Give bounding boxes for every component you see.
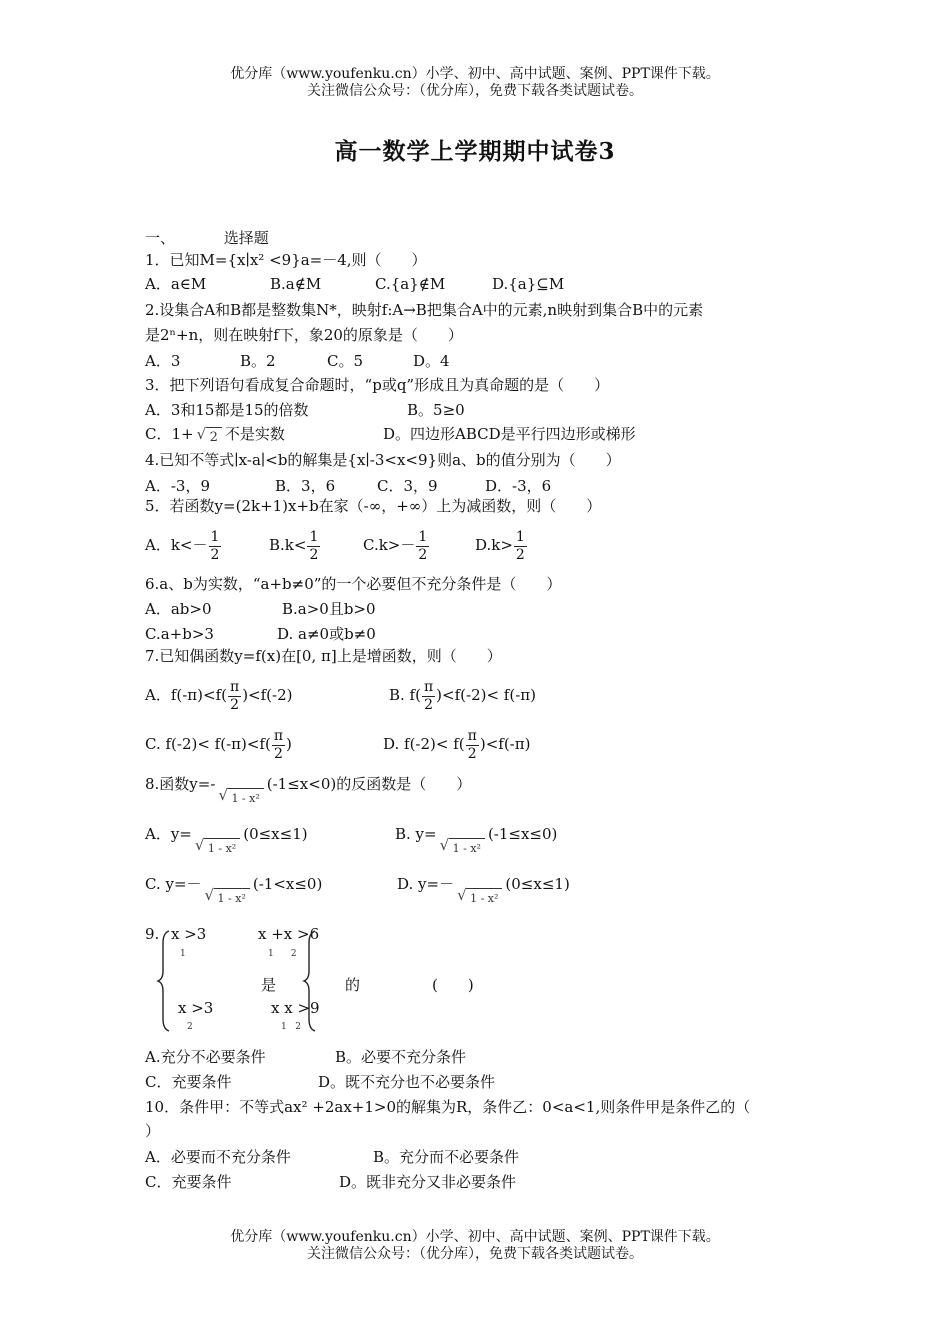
q3-option-d: D。四边形ABCD是平行四边形或梯形	[383, 425, 636, 443]
q5-options	[145, 525, 525, 565]
sqrt-symbol	[218, 788, 263, 809]
q5-option-d-label: D.k>	[475, 536, 513, 554]
q9-right-line-1: x +x >6	[258, 925, 320, 943]
q1-option-d: D.{a}⊆M	[492, 275, 565, 293]
q3-option-a: A．3和15都是15的倍数	[145, 401, 309, 419]
q7-option-d-suffix: )<f(-π)	[479, 735, 531, 753]
q3-options-row-2	[145, 424, 636, 448]
q10-option-d: D。既非充分又非必要条件	[339, 1173, 517, 1191]
q2-option-c: C。5	[327, 352, 364, 370]
q4-option-a: A．-3，9	[145, 477, 210, 495]
q5-option-d	[475, 525, 528, 565]
q8-option-a-prefix: A．y=	[145, 825, 192, 843]
q1-stem: 1．已知M={x∣x² <9}a=－4,则（ ）	[145, 251, 427, 269]
q4-option-b: B．3，6	[275, 477, 336, 495]
q2-stem-line-2: 是2ⁿ+n，则在映射f下，象20的原象是（ ）	[145, 326, 463, 344]
q2-option-b: B。2	[240, 352, 276, 370]
q9-left-line-2-subscript: 2	[187, 1022, 193, 1032]
q6-option-c: C.a+b>3	[145, 625, 214, 643]
q8-option-d-suffix: (0≤x≤1)	[505, 875, 570, 893]
footer-line-2: 关注微信公众号：（优分库），免费下载各类试题试卷。	[307, 1246, 643, 1262]
q2-option-a: A．3	[145, 352, 181, 370]
fraction	[209, 529, 222, 564]
q9-option-b: B。必要不充分条件	[335, 1048, 467, 1066]
q9-option-c: C．充要条件	[145, 1073, 232, 1091]
fraction-numerator: 1	[418, 528, 428, 545]
q10-options-row-1	[145, 1147, 520, 1167]
page-footer	[0, 1229, 950, 1263]
q2-option-d: D。4	[413, 352, 450, 370]
fraction-numerator: π	[423, 678, 434, 695]
q4-option-d: D．-3，6	[485, 477, 552, 495]
q7-option-d	[383, 724, 530, 764]
section-heading	[145, 228, 269, 248]
fraction-numerator: 1	[210, 528, 220, 545]
q5-option-a-label: A．k<－	[145, 536, 208, 554]
q8-option-b	[395, 824, 557, 859]
q7-option-b-prefix: B. f(	[389, 686, 421, 704]
sqrt-symbol	[197, 427, 222, 448]
footer-line-1: 优分库（www.youfenku.cn）小学、初中、高中试题、案例、PPT课件下载。	[230, 1229, 720, 1245]
q10-options-row-2	[145, 1172, 517, 1192]
q8-radicand: 1 - x²	[214, 888, 250, 909]
q4-stem: 4.已知不等式∣x-a∣<b的解集是{x∣-3<x<9}则a、b的值分别为（ ）	[145, 451, 621, 469]
q6-options-row-2	[145, 624, 376, 644]
q7-option-d-prefix: D. f(-2)< f(	[383, 735, 465, 753]
q5-option-a	[145, 528, 222, 563]
q8-option-b-suffix: (-1≤x≤0)	[487, 825, 558, 843]
sqrt-symbol	[440, 838, 485, 859]
q4-options	[145, 476, 552, 496]
q7-options-row-1	[145, 675, 536, 715]
page-title: 高一数学上学期期中试卷3	[334, 138, 616, 165]
fraction-denominator: 2	[230, 696, 240, 713]
q9-left-line-2: x >3	[178, 999, 214, 1017]
q8-options-row-1	[145, 824, 558, 859]
right-brace-icon	[301, 929, 319, 1033]
sqrt-symbol	[195, 838, 240, 859]
section-number: 一、	[145, 229, 176, 247]
q3-options-row-1	[145, 400, 465, 420]
fraction	[514, 529, 527, 564]
q1-option-b: B.a∉M	[270, 275, 322, 293]
fraction	[416, 529, 429, 564]
q9-shi: 是	[261, 976, 277, 994]
fraction-numerator: 1	[309, 528, 319, 545]
q5-option-b	[269, 525, 321, 565]
q6-options-row-1	[145, 599, 376, 619]
q8-option-d-prefix: D. y=－	[397, 875, 455, 893]
fraction	[228, 679, 241, 714]
header-line-2: 关注微信公众号：（优分库），免费下载各类试题试卷。	[307, 83, 643, 99]
q5-option-c	[363, 525, 430, 565]
q3-option-c	[145, 425, 285, 443]
q10-option-b: B。充分而不必要条件	[373, 1148, 520, 1166]
q9-right-line-1-subscript: 1 2	[268, 949, 297, 959]
q9-option-d: D。既不充分也不必要条件	[318, 1073, 496, 1091]
q5-option-b-label: B.k<	[269, 536, 307, 554]
sqrt-symbol	[205, 888, 250, 909]
q7-option-c	[145, 727, 292, 762]
q6-option-a: A．ab>0	[145, 600, 212, 618]
q10-stem-line-2: ）	[145, 1122, 161, 1140]
q10-option-a: A．必要而不充分条件	[145, 1148, 291, 1166]
q5-option-c-label: C.k>－	[363, 536, 416, 554]
q8-option-a-suffix: (0≤x≤1)	[243, 825, 308, 843]
section-name: 选择题	[223, 229, 269, 247]
q6-option-b: B.a>0且b>0	[282, 600, 376, 618]
header-line-1: 优分库（www.youfenku.cn）小学、初中、高中试题、案例、PPT课件下载。	[230, 66, 720, 82]
fraction	[307, 529, 320, 564]
q7-stem: 7.已知偶函数y=f(x)在[0, π]上是增函数，则（ ）	[145, 647, 502, 665]
q9-options-row-2	[145, 1072, 496, 1092]
fraction-numerator: π	[230, 678, 240, 695]
fraction	[272, 728, 285, 763]
fraction-numerator: π	[467, 727, 477, 744]
q7-option-c-prefix: C. f(-2)< f(-π)<f(	[145, 735, 271, 753]
q6-option-d: D. a≠0或b≠0	[277, 625, 376, 643]
q8-radicand: 1 - x²	[466, 888, 502, 909]
q9-de: 的	[345, 976, 361, 994]
left-brace-icon	[156, 929, 172, 1033]
q8-option-d	[397, 874, 570, 909]
q9-right-line-2-subscript: 1 2	[281, 1022, 302, 1032]
q9-right-line-2: x x >9	[271, 999, 320, 1017]
q8-option-b-prefix: B. y=	[395, 825, 437, 843]
fraction	[422, 679, 435, 714]
q8-option-c-prefix: C. y=－	[145, 875, 202, 893]
q9-options-row-1	[145, 1047, 467, 1067]
q3-stem: 3．把下列语句看成复合命题时，“p或q”形成且为真命题的是（ ）	[145, 376, 610, 394]
q7-option-b	[389, 675, 536, 715]
fraction-numerator: π	[273, 727, 284, 744]
q7-option-c-suffix: )	[286, 735, 292, 753]
fraction-denominator: 2	[424, 696, 434, 713]
fraction-denominator: 2	[273, 745, 283, 762]
q7-option-a-suffix: )<f(-2)	[242, 686, 293, 704]
q7-option-a-prefix: A．f(-π)<f(	[145, 686, 227, 704]
q3-option-c-prefix: C．1+	[145, 425, 194, 443]
q8-radicand: 1 - x²	[449, 838, 485, 859]
q8-stem-prefix: 8.函数y=-	[145, 775, 216, 793]
fraction-denominator: 2	[210, 546, 220, 563]
q4-option-c: C．3，9	[377, 477, 438, 495]
q1-options	[145, 274, 565, 294]
q9-option-a: A.充分不必要条件	[145, 1048, 266, 1066]
q7-options-row-2	[145, 724, 531, 764]
fraction-denominator: 2	[467, 745, 477, 762]
q3-option-b: B。5≥0	[407, 401, 465, 419]
q8-option-a	[145, 825, 308, 855]
q8-stem	[145, 774, 471, 809]
q10-stem-line-1: 10．条件甲：不等式ax² +2ax+1>0的解集为R，条件乙：0<a<1,则条件甲是条件乙的（	[145, 1098, 751, 1116]
fraction-denominator: 2	[309, 546, 319, 563]
q8-stem-suffix: (-1≤x<0)的反函数是（ ）	[266, 775, 472, 793]
q9-answer-paren: ( )	[432, 976, 474, 994]
q7-option-a	[145, 678, 293, 713]
q3-option-c-suffix: 不是实数	[224, 425, 285, 443]
q1-option-c: C.{a}∉M	[375, 275, 446, 293]
q8-option-c-suffix: (-1<x≤0)	[252, 875, 323, 893]
q10-option-c: C．充要条件	[145, 1173, 232, 1191]
fraction	[466, 728, 479, 763]
page-header	[0, 66, 950, 100]
q9-number: 9.	[145, 925, 160, 943]
q8-radicand: 1 - x²	[227, 788, 263, 809]
q6-stem: 6.a、b为实数，“a+b≠0”的一个必要但不充分条件是（ ）	[145, 575, 562, 593]
q2-stem-line-1: 2.设集合A和B都是整数集N*，映射f:A→B把集合A中的元素,n映射到集合B中的元素	[145, 301, 704, 319]
sqrt-symbol	[457, 888, 502, 909]
fraction-numerator: 1	[515, 528, 525, 545]
q1-option-a: A．a∈M	[145, 275, 207, 293]
fraction-denominator: 2	[418, 546, 428, 563]
q9-left-line-1-subscript: 1	[180, 949, 186, 959]
q8-option-c	[145, 875, 323, 905]
q2-options	[145, 351, 450, 371]
fraction-denominator: 2	[515, 546, 525, 563]
q3-radicand: 2	[206, 427, 222, 448]
q5-stem: 5．若函数y=(2k+1)x+b在家（-∞，+∞）上为减函数，则（ ）	[145, 497, 602, 515]
q9-left-line-1: x >3	[171, 925, 207, 943]
q8-options-row-2	[145, 874, 570, 909]
q7-option-b-suffix: )<f(-2)< f(-π)	[436, 686, 536, 704]
q8-radicand: 1 - x²	[204, 838, 240, 859]
